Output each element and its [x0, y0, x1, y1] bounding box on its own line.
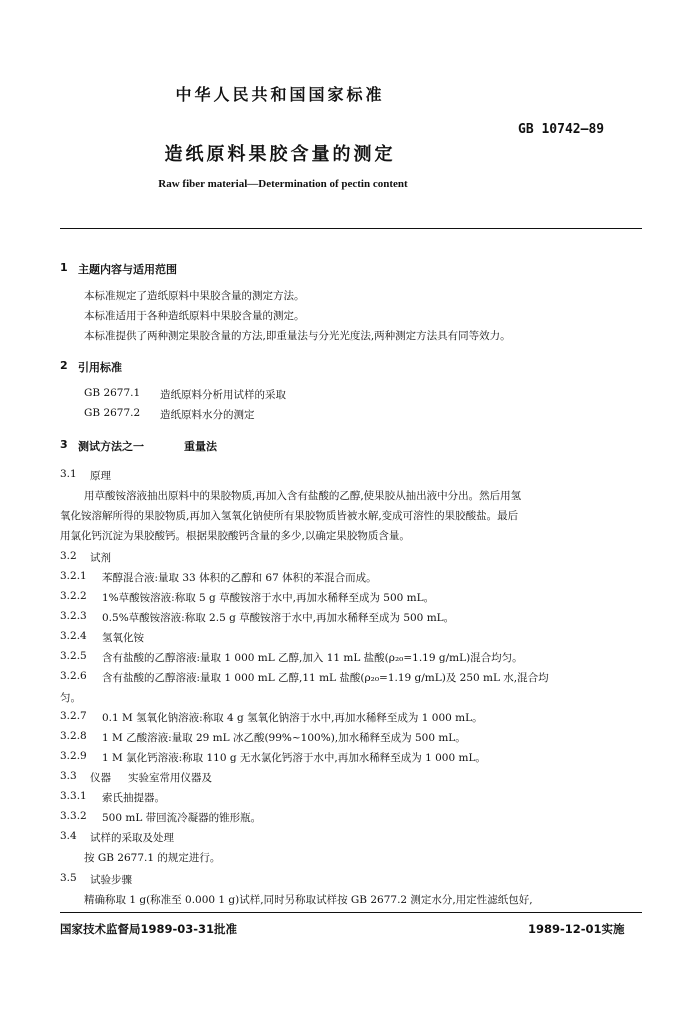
section-3-title: 测试方法之一 — [78, 440, 144, 453]
clause-number: 3.2.1 — [60, 570, 87, 582]
clause-title: 仪器 — [90, 772, 111, 784]
section-1-number: 1 — [60, 261, 68, 274]
clause-number: 3.3.1 — [60, 790, 87, 802]
section-3-number: 3 — [60, 438, 68, 451]
clause-number: 3.2.2 — [60, 590, 87, 602]
clause-number: 3.2.7 — [60, 710, 87, 722]
clause-title: 试剂 — [90, 552, 111, 564]
clause-number: 3.2.3 — [60, 610, 87, 622]
clause-text-continued: 匀。 — [60, 692, 81, 704]
reference-title: 造纸原料分析用试样的采取 — [160, 389, 286, 401]
clause-number: 3.2.8 — [60, 730, 87, 742]
clause-title: 试样的采取及处理 — [90, 832, 174, 844]
body-line: 氧化铵溶解所得的果胶物质,再加入氢氧化钠使所有果胶物质皆被水解,变成可溶性的果胶酸盐。最后 — [60, 510, 519, 522]
body-line: 用草酸铵溶液抽出原料中的果胶物质,再加入含有盐酸的乙醇,使果胶从抽出液中分出。然后用氢 — [84, 490, 522, 502]
standard-type-heading: 中华人民共和国国家标准 — [175, 85, 385, 104]
section-1-paragraph: 本标准规定了造纸原料中果胶含量的测定方法。 — [84, 290, 305, 302]
clause-text: 0.5%草酸铵溶液:称取 2.5 g 草酸铵溶于水中,再加水稀释至成为 500 mL。 — [102, 612, 455, 624]
clause-number: 3.3.2 — [60, 810, 87, 822]
clause-text: 含有盐酸的乙醇溶液:量取 1 000 mL 乙醇,11 mL 盐酸(ρ₂₀=1.19 g/mL)及 250 mL 水,混合均 — [102, 672, 549, 684]
clause-text: 500 mL 带回流冷凝器的锥形瓶。 — [102, 812, 262, 824]
clause-subtitle: 实验室常用仪器及 — [128, 772, 212, 784]
body-line: 用氯化钙沉淀为果胶酸钙。根据果胶酸钙含量的多少,以确定果胶物质含量。 — [60, 530, 410, 542]
clause-number: 3.2 — [60, 550, 77, 562]
clause-text: 1 M 氯化钙溶液:称取 110 g 无水氯化钙溶于水中,再加水稀释至成为 1 000 mL。 — [102, 752, 486, 764]
clause-title: 试验步骤 — [90, 874, 132, 886]
clause-number: 3.5 — [60, 872, 77, 884]
document-title-en: Raw fiber material—Determination of pectin content — [158, 178, 408, 190]
standard-code: GB 10742—89 — [518, 122, 605, 137]
section-2-number: 2 — [60, 359, 68, 372]
header-divider — [60, 228, 642, 229]
clause-number: 3.4 — [60, 830, 77, 842]
footer-divider — [60, 912, 642, 913]
clause-text: 精确称取 1 g(称准至 0.000 1 g)试样,同时另称取试样按 GB 2677.2 测定水分,用定性滤纸包好, — [84, 894, 533, 906]
clause-text: 含有盐酸的乙醇溶液:量取 1 000 mL 乙醇,加入 11 mL 盐酸(ρ₂₀=1.19 g/mL)混合均匀。 — [102, 652, 523, 664]
clause-number: 3.2.4 — [60, 630, 87, 642]
reference-code: GB 2677.1 — [84, 387, 141, 399]
reference-code: GB 2677.2 — [84, 407, 141, 419]
effective-date: 1989-12-01实施 — [528, 922, 625, 936]
reference-title: 造纸原料水分的测定 — [160, 409, 255, 421]
approval-info: 国家技术监督局1989-03-31批准 — [60, 922, 238, 936]
section-1-title: 主题内容与适用范围 — [78, 263, 177, 276]
clause-text: 按 GB 2677.1 的规定进行。 — [84, 852, 221, 864]
section-1-paragraph: 本标准提供了两种测定果胶含量的方法,即重量法与分光光度法,两种测定方法具有同等效力。 — [84, 330, 511, 342]
clause-title: 原理 — [90, 470, 111, 482]
clause-text: 苯醇混合液:量取 33 体积的乙醇和 67 体积的苯混合而成。 — [102, 572, 377, 584]
clause-number: 3.2.5 — [60, 650, 87, 662]
section-2-title: 引用标准 — [78, 361, 122, 374]
section-1-paragraph: 本标准适用于各种造纸原料中果胶含量的测定。 — [84, 310, 305, 322]
clause-number: 3.3 — [60, 770, 77, 782]
document-title-cn: 造纸原料果胶含量的测定 — [164, 144, 396, 165]
clause-text: 索氏抽提器。 — [102, 792, 165, 804]
clause-text: 0.1 M 氢氧化钠溶液:称取 4 g 氢氧化钠溶于水中,再加水稀释至成为 1 000 mL。 — [102, 712, 483, 724]
clause-number: 3.2.9 — [60, 750, 87, 762]
clause-number: 3.2.6 — [60, 670, 87, 682]
clause-text: 1%草酸铵溶液:称取 5 g 草酸铵溶于水中,再加水稀释至成为 500 mL。 — [102, 592, 435, 604]
clause-text: 氢氧化铵 — [102, 632, 144, 644]
clause-number: 3.1 — [60, 468, 77, 480]
clause-text: 1 M 乙酸溶液:量取 29 mL 冰乙酸(99%~100%),加水稀释至成为 500 mL。 — [102, 732, 466, 744]
section-3-method: 重量法 — [184, 440, 217, 453]
